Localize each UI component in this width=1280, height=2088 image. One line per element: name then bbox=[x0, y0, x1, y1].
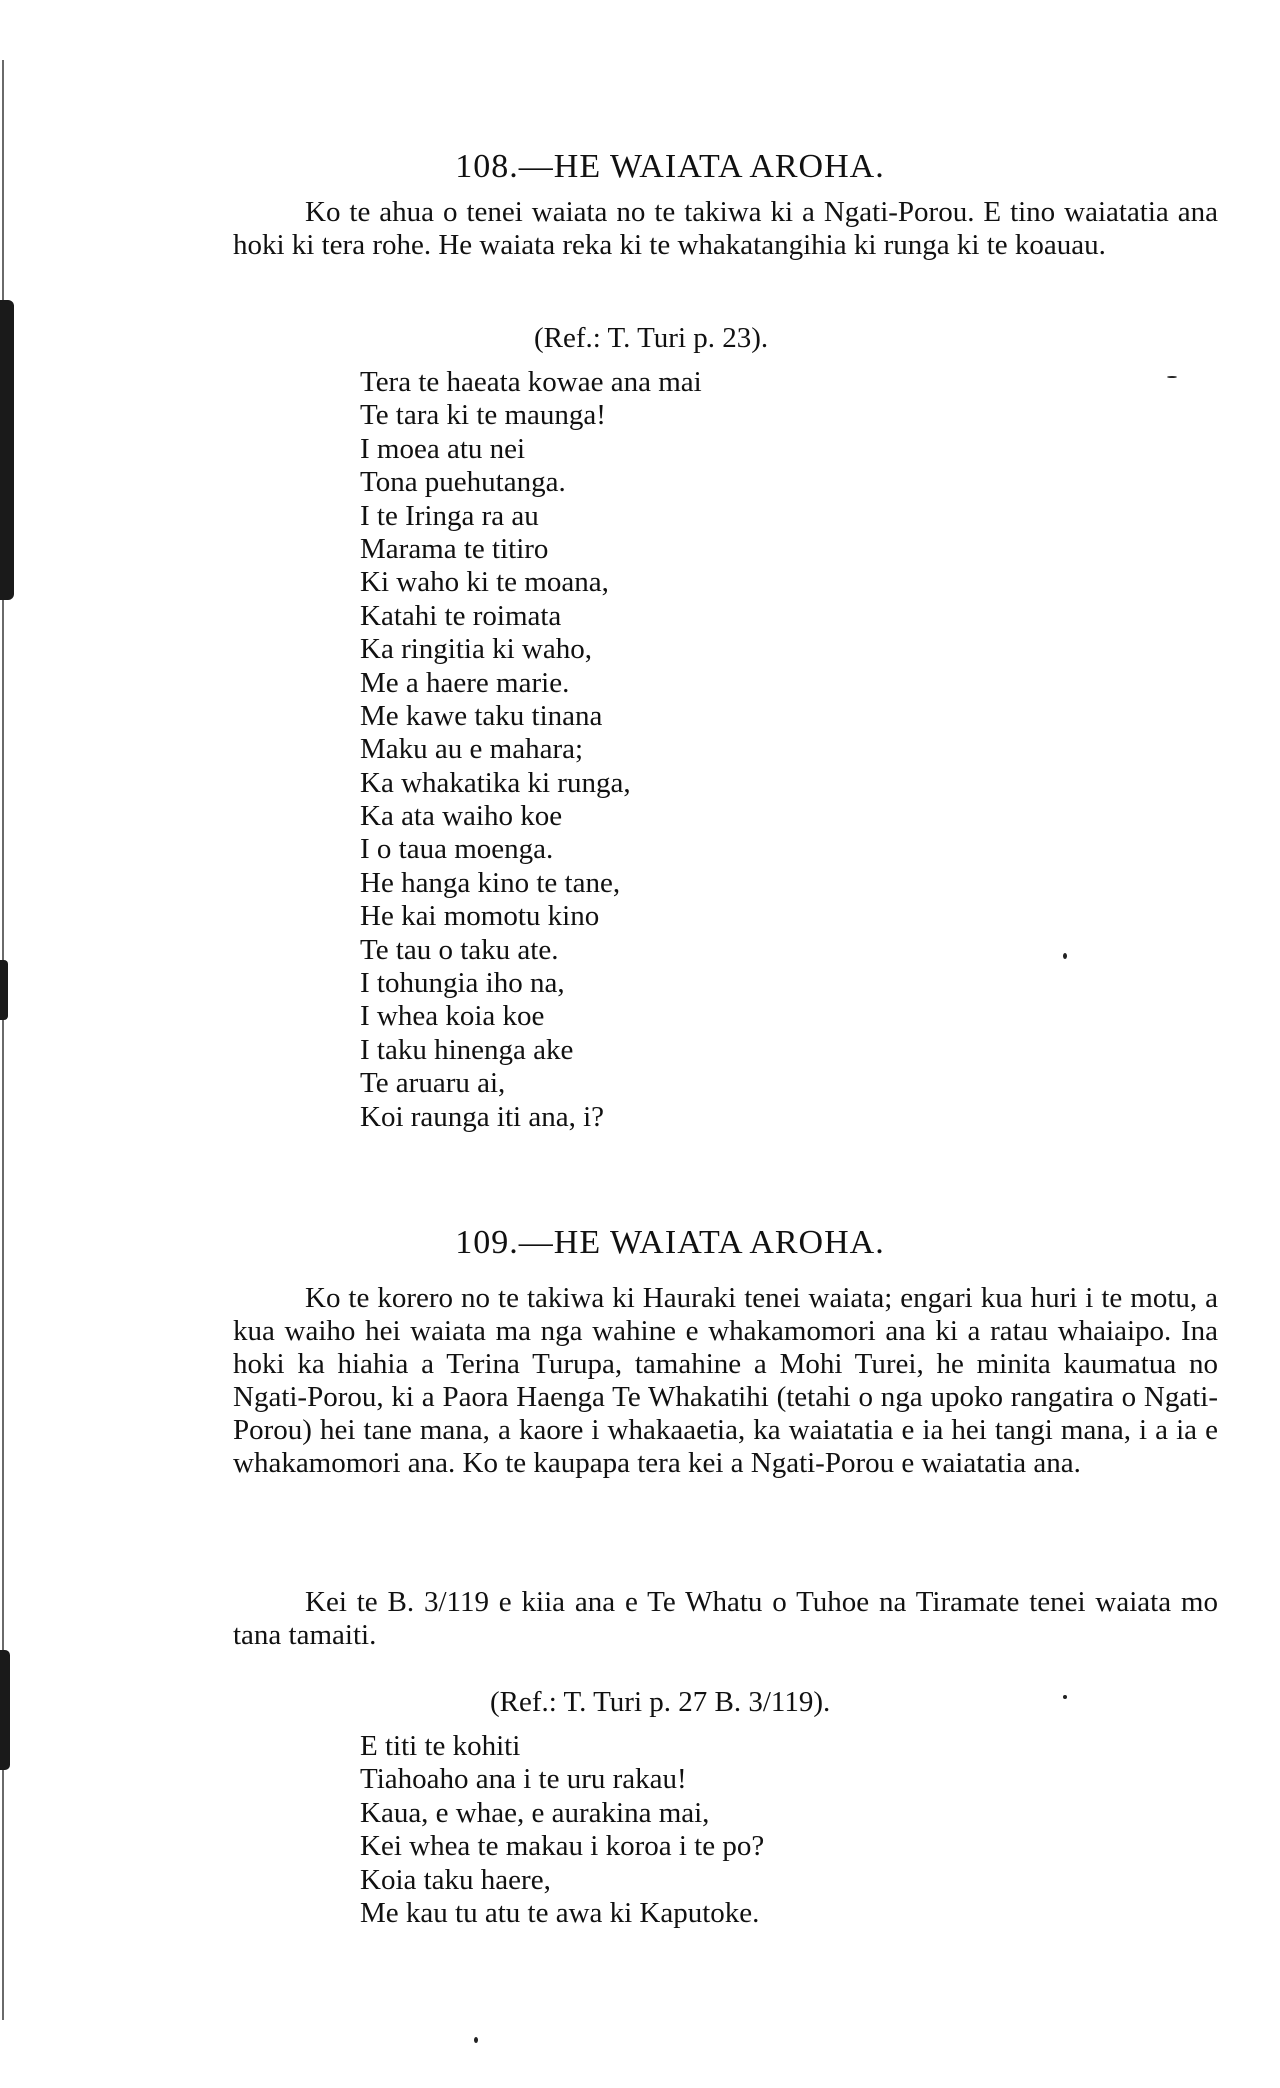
lyric-line: Me kau tu atu te awa ki Kaputoke. bbox=[360, 1896, 760, 1929]
lyric-line: Tera te haeata kowae ana mai bbox=[360, 366, 702, 398]
song-reference: (Ref.: T. Turi p. 23). bbox=[534, 322, 769, 354]
scan-shadow bbox=[0, 1650, 10, 1770]
lyric-line: Te aruaru ai, bbox=[360, 1067, 506, 1100]
lyric-line: Maku au e mahara; bbox=[360, 733, 584, 766]
song-reference: (Ref.: T. Turi p. 27 B. 3/119). bbox=[490, 1686, 831, 1718]
lyric-line: He hanga kino te tane, bbox=[360, 866, 621, 899]
lyric-line: I whea koia koe bbox=[360, 1000, 545, 1033]
song-intro-paragraph: Ko te ahua o tenei waiata no te takiwa ki a Ngati-Porou. E tino waiatatia ana hoki ki tera rohe. He waiata reka ki te whakatangihia ki runga ki te koauau. bbox=[233, 196, 1218, 261]
song-lyrics bbox=[360, 366, 1160, 1134]
lyric-line: Ka ata waiho koe bbox=[360, 800, 563, 833]
lyric-line: I te Iringa ra au bbox=[360, 499, 539, 532]
lyric-line: Kei whea te makau i koroa i te po? bbox=[360, 1830, 765, 1863]
song-title: 108.—HE WAIATA AROHA. bbox=[455, 148, 885, 185]
lyric-line: Marama te titiro bbox=[360, 532, 549, 565]
lyric-line: Koia taku haere, bbox=[360, 1863, 551, 1896]
lyric-line: Te tau o taku ate. bbox=[360, 933, 559, 966]
ink-speck bbox=[1167, 376, 1177, 378]
lyric-line: I o taua moenga. bbox=[360, 833, 554, 866]
lyric-line: Tona puehutanga. bbox=[360, 466, 566, 499]
lyric-line: I moea atu nei bbox=[360, 432, 526, 465]
song-lyrics bbox=[360, 1730, 1160, 1930]
lyric-line: Ka whakatika ki runga, bbox=[360, 766, 631, 799]
lyric-line: I taku hinenga ake bbox=[360, 1033, 574, 1066]
scan-shadow bbox=[0, 960, 8, 1020]
lyric-line: E titi te kohiti bbox=[360, 1730, 521, 1762]
lyric-line: He kai momotu kino bbox=[360, 900, 600, 933]
lyric-line: Me kawe taku tinana bbox=[360, 699, 603, 732]
lyric-line: Katahi te roimata bbox=[360, 599, 562, 632]
lyric-line: Ka ringitia ki waho, bbox=[360, 633, 592, 666]
lyric-line: Te tara ki te maunga! bbox=[360, 399, 606, 432]
song-intro-paragraph: Kei te B. 3/119 e kiia ana e Te Whatu o Tuhoe na Tiramate tenei waiata mo tana tamaiti. bbox=[233, 1586, 1218, 1651]
lyric-line: Kaua, e whae, e aurakina mai, bbox=[360, 1796, 710, 1829]
lyric-line: Ki waho ki te moana, bbox=[360, 566, 609, 599]
lyric-line: Koi raunga iti ana, i? bbox=[360, 1100, 604, 1133]
scan-shadow bbox=[0, 300, 14, 600]
song-title: 109.—HE WAIATA AROHA. bbox=[455, 1224, 885, 1261]
ink-speck bbox=[1063, 1695, 1067, 1699]
song-intro-paragraph: Ko te korero no te takiwa ki Hauraki tenei waiata; engari kua huri i te motu, a kua waiho hei waiata ma nga wahine e whakamomori ana ki a ratau whaiaipo. Ina hoki ka hiahia a Terina Turupa, tamahine a Mohi Turei, he minita kaumatua no Ngati-Porou, ki a Paora Haenga Te Whakatihi (tetahi o nga upoko rangatira o Ngati-Porou) hei tane mana, a kaore i whakaaetia, ka waiatatia e ia hei tangi mana, i a ia e whakamomori ana. Ko te kaupapa tera kei a Ngati-Porou e waiatatia ana. bbox=[233, 1282, 1218, 1479]
lyric-line: I tohungia iho na, bbox=[360, 967, 565, 1000]
ink-speck bbox=[474, 2037, 478, 2043]
lyric-line: Me a haere marie. bbox=[360, 666, 570, 699]
lyric-line: Tiahoaho ana i te uru rakau! bbox=[360, 1763, 687, 1796]
